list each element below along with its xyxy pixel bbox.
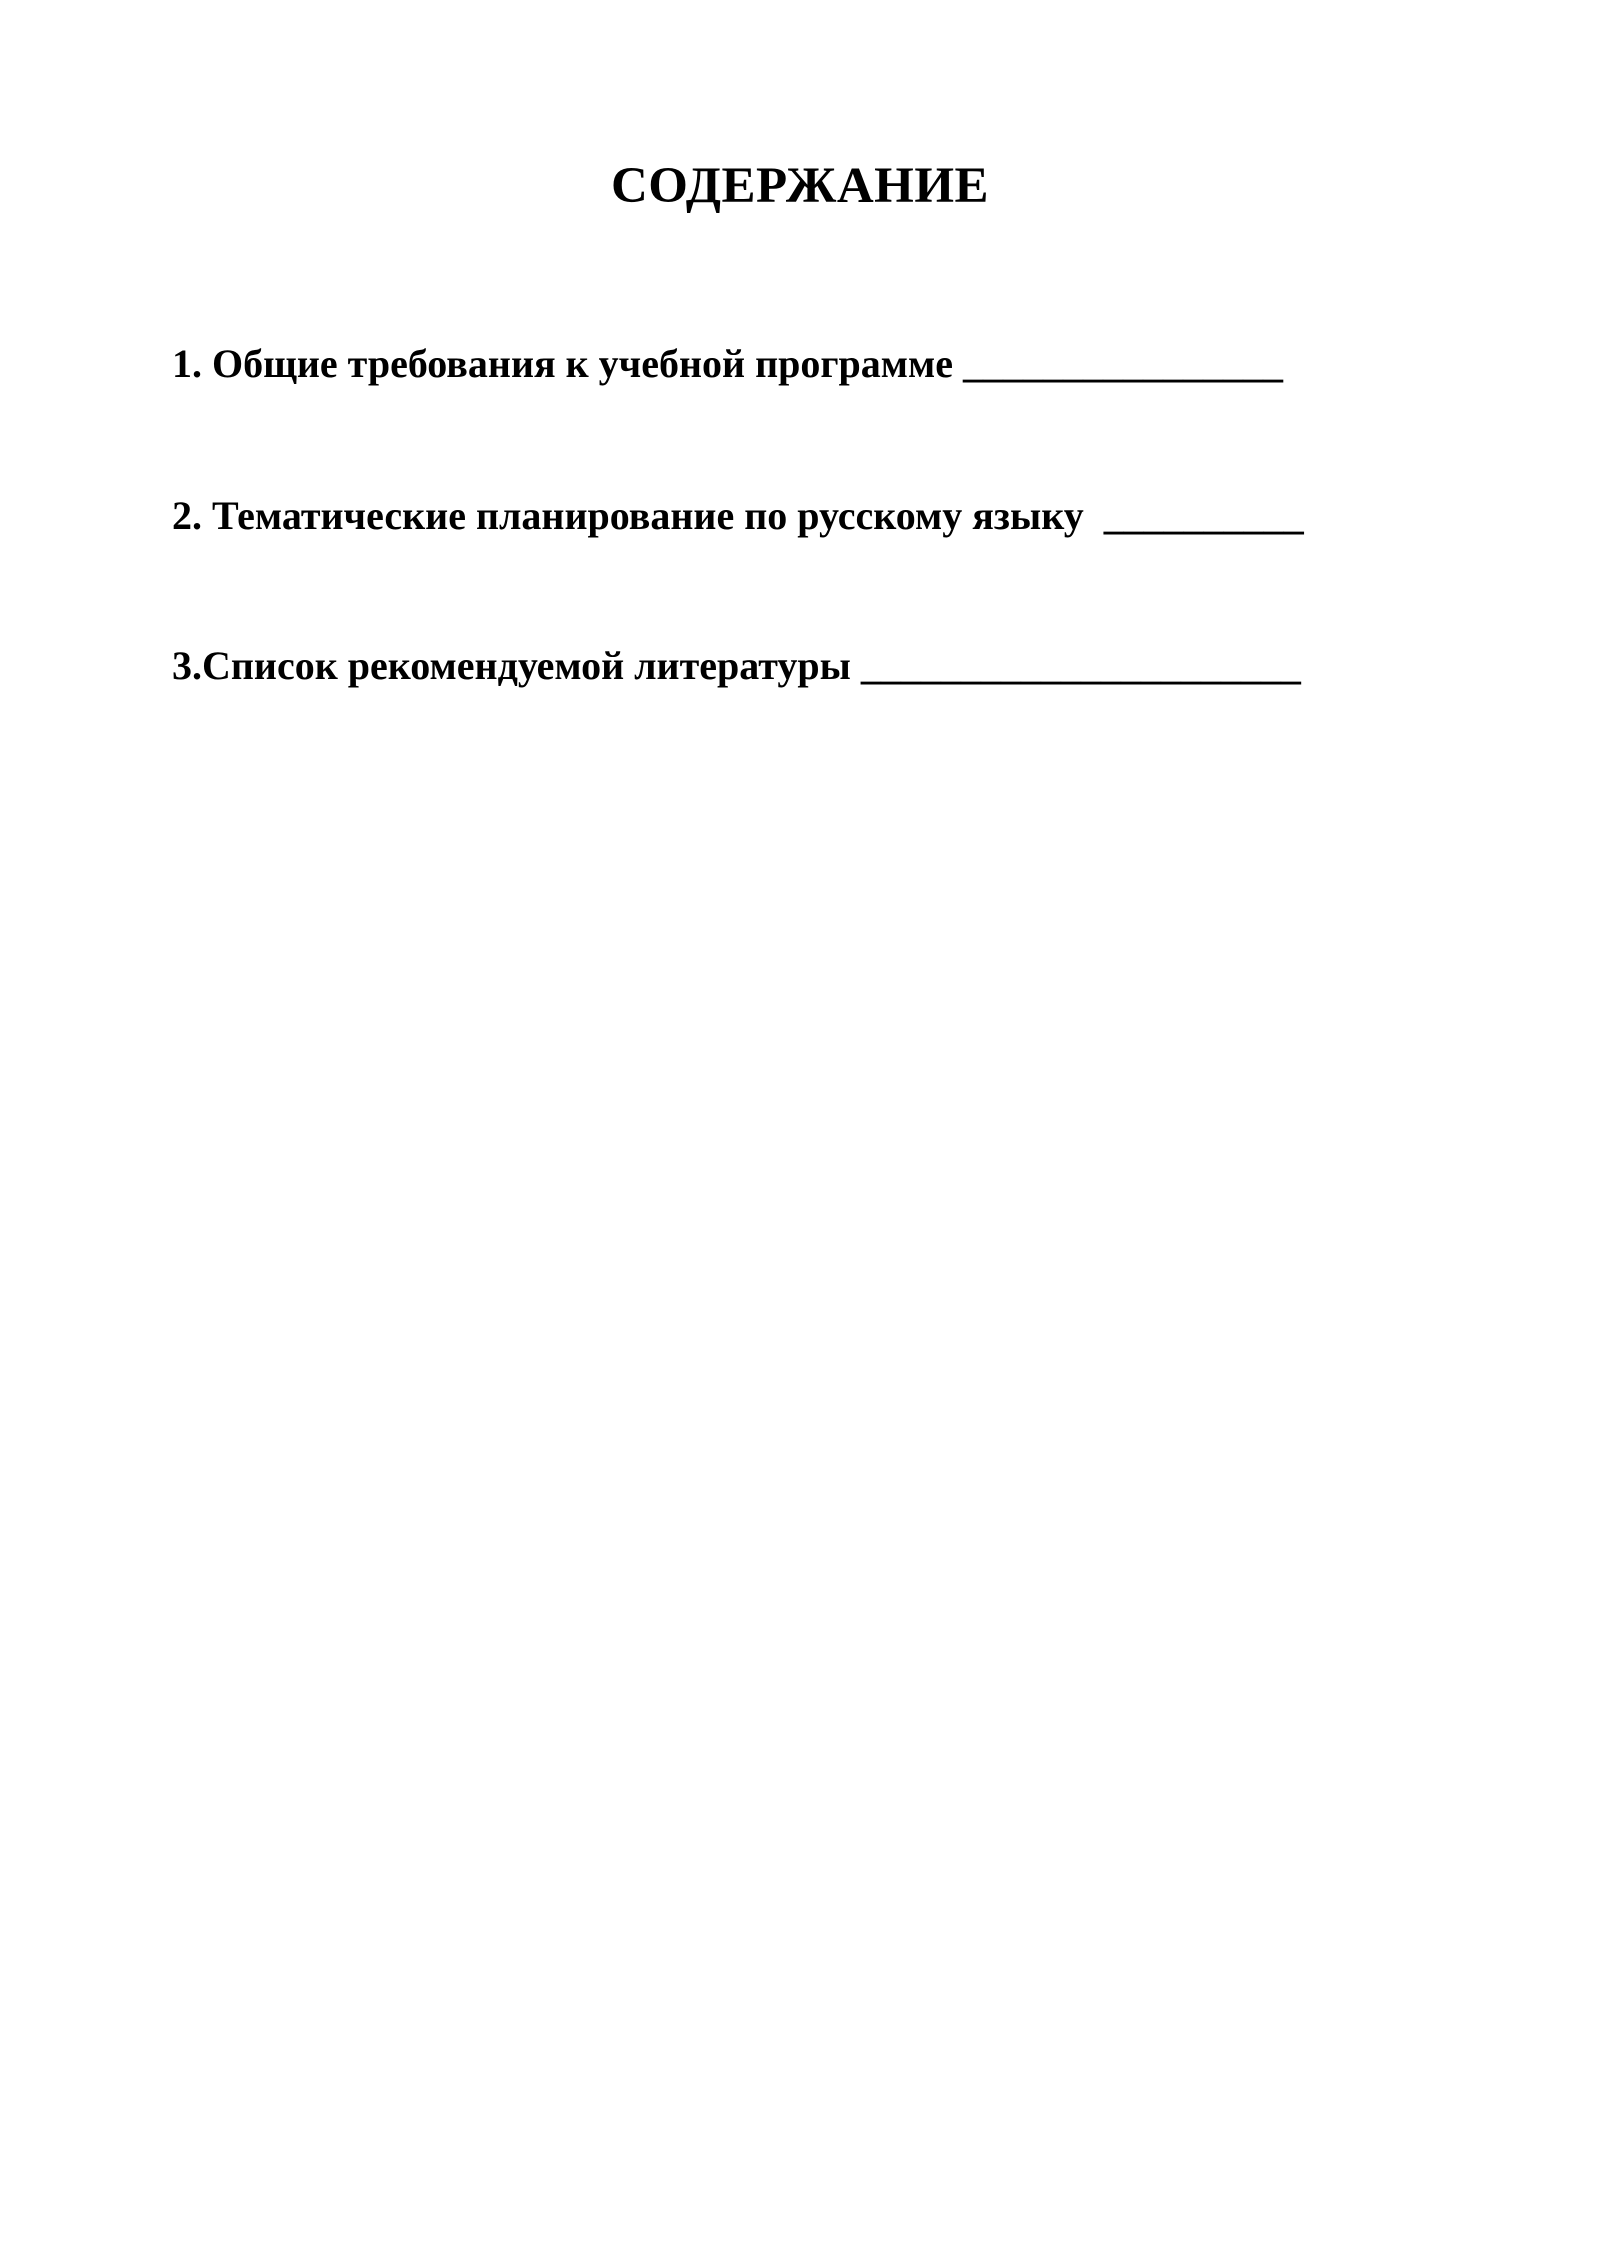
page-title: СОДЕРЖАНИЕ (610, 158, 990, 214)
toc-entry-thematic-planning (172, 492, 1304, 540)
toc-entry-text: 1. Общие требования к учебной программе (172, 341, 964, 386)
toc-entry-recommended-literature (172, 642, 1301, 690)
toc-entry-leader-line: ________________ (963, 341, 1284, 386)
toc-entry-general-requirements (172, 340, 1283, 388)
toc-entry-text: 2. Тематические планирование по русскому языку (172, 493, 1104, 538)
toc-entry-text: 3.Список рекомендуемой литературы (172, 643, 861, 688)
toc-entry-leader-line: __________ (1103, 493, 1304, 538)
toc-entry-leader-line: ______________________ (860, 643, 1301, 688)
